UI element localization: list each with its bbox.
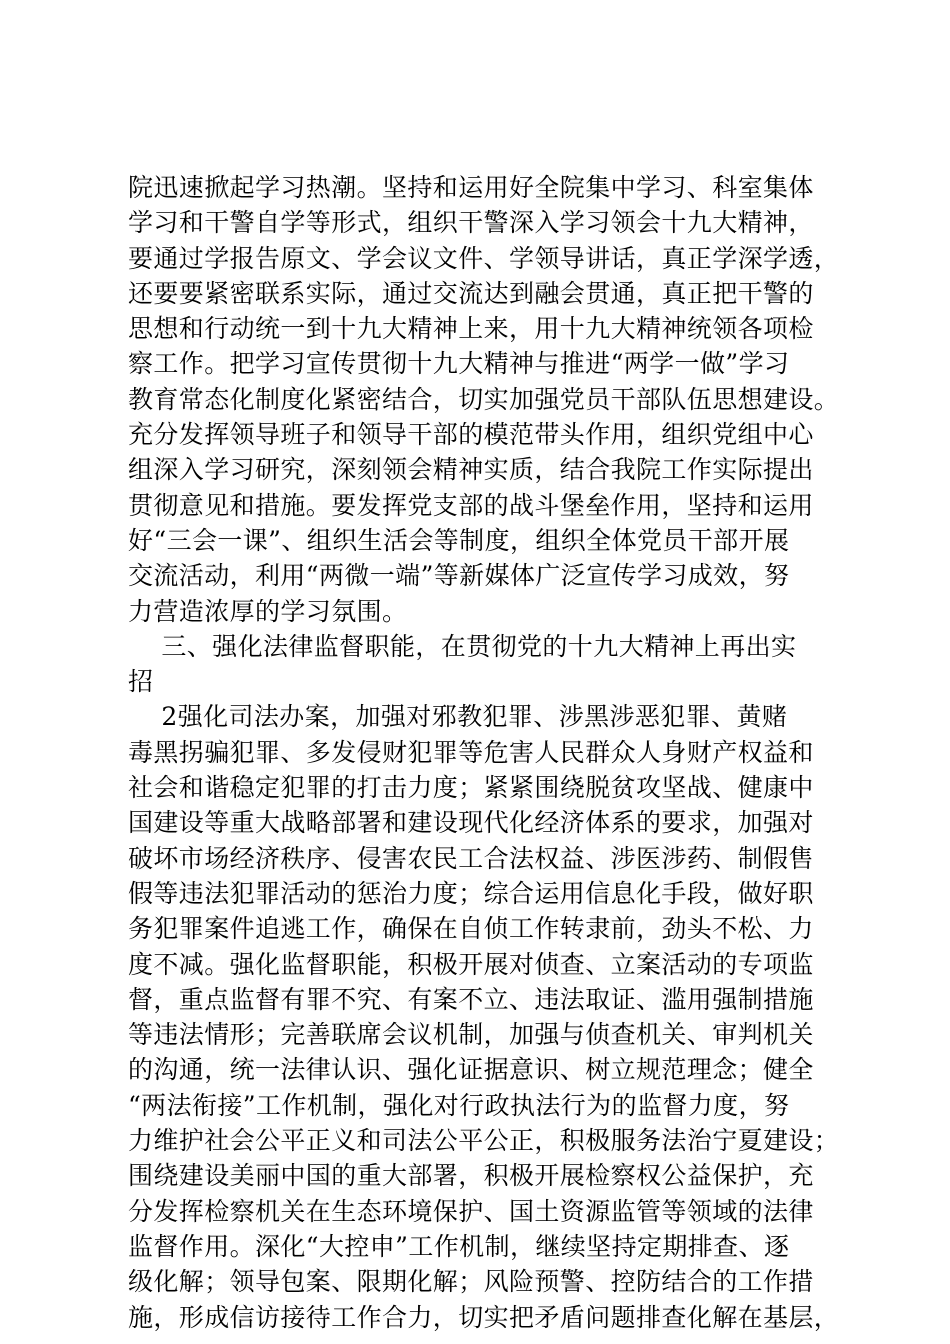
text-line: 要通过学报告原文、学会议文件、学领导讲话，真正学深学透， [128, 243, 840, 273]
text-line: 院迅速掀起学习热潮。坚持和运用好全院集中学习、科室集体 [128, 173, 814, 202]
text-line: 招 [128, 667, 154, 697]
text-line: 教育常态化制度化紧密结合，切实加强党员干部队伍思想建设。 [128, 384, 840, 414]
text-line: 2强化司法办案，加强对邪教犯罪、涉黑涉恶犯罪、黄赌 [128, 702, 788, 732]
text-line: 充分发挥领导班子和领导干部的模范带头作用，组织党组中心 [128, 420, 814, 450]
text-line: 好“三会一课”、组织生活会等制度，组织全体党员干部开展 [128, 525, 790, 555]
text-line: 的沟通，统一法律认识、强化证据意识、树立规范理念；健全 [128, 1055, 814, 1085]
text-line: 力营造浓厚的学习氛围。 [128, 596, 408, 626]
text-line: 组深入学习研究，深刻领会精神实质，结合我院工作实际提出 [128, 455, 814, 485]
text-line: 监督作用。深化“大控申”工作机制，继续坚持定期排查、逐 [128, 1231, 790, 1261]
body-text [128, 170, 840, 1335]
text-line: 力维护社会公平正义和司法公平公正，积极服务法治宁夏建设； [128, 1126, 840, 1156]
text-line: 国建设等重大战略部署和建设现代化经济体系的要求，加强对 [128, 808, 814, 838]
text-line: 还要要紧密联系实际，通过交流达到融会贯通，真正把干警的 [128, 278, 814, 308]
text-line: 务犯罪案件追逃工作，确保在自侦工作转隶前，劲头不松、力 [128, 914, 814, 944]
text-line: 施，形成信访接待工作合力，切实把矛盾问题排查化解在基层， [128, 1302, 840, 1332]
text-line: 围绕建设美丽中国的重大部署，积极开展检察权公益保护，充 [128, 1161, 814, 1191]
text-line: 等违法情形；完善联席会议机制，加强与侦查机关、审判机关 [128, 1020, 814, 1050]
text-line: 交流活动，利用“两微一端”等新媒体广泛宣传学习成效，努 [128, 561, 790, 591]
text-line: 思想和行动统一到十九大精神上来，用十九大精神统领各项检 [128, 314, 814, 344]
text-line: 破坏市场经济秩序、侵害农民工合法权益、涉医涉药、制假售 [128, 843, 814, 873]
text-line: 社会和谐稳定犯罪的打击力度；紧紧围绕脱贫攻坚战、健康中 [128, 773, 814, 803]
text-line: 三、强化法律监督职能，在贯彻党的十九大精神上再出实 [128, 631, 797, 661]
text-line: 度不减。强化监督职能，积极开展对侦查、立案活动的专项监 [128, 949, 814, 979]
text-line: 察工作。把学习宣传贯彻十九大精神与推进“两学一做”学习 [128, 349, 790, 379]
text-line: 督，重点监督有罪不究、有案不立、违法取证、滥用强制措施 [128, 984, 814, 1014]
text-line: 级化解；领导包案、限期化解；风险预警、控防结合的工作措 [128, 1267, 814, 1297]
text-line: “两法衔接”工作机制，强化对行政执法行为的监督力度，努 [128, 1090, 790, 1120]
text-line: 毒黑拐骗犯罪、多发侵财犯罪等危害人民群众人身财产权益和 [128, 737, 814, 767]
text-line: 分发挥检察机关在生态环境保护、国土资源监管等领域的法律 [128, 1196, 814, 1226]
text-line: 假等违法犯罪活动的惩治力度；综合运用信息化手段，做好职 [128, 878, 814, 908]
text-line: 贯彻意见和措施。要发挥党支部的战斗堡垒作用，坚持和运用 [128, 490, 814, 520]
text-line: 学习和干警自学等形式，组织干警深入学习领会十九大精神， [128, 208, 814, 238]
